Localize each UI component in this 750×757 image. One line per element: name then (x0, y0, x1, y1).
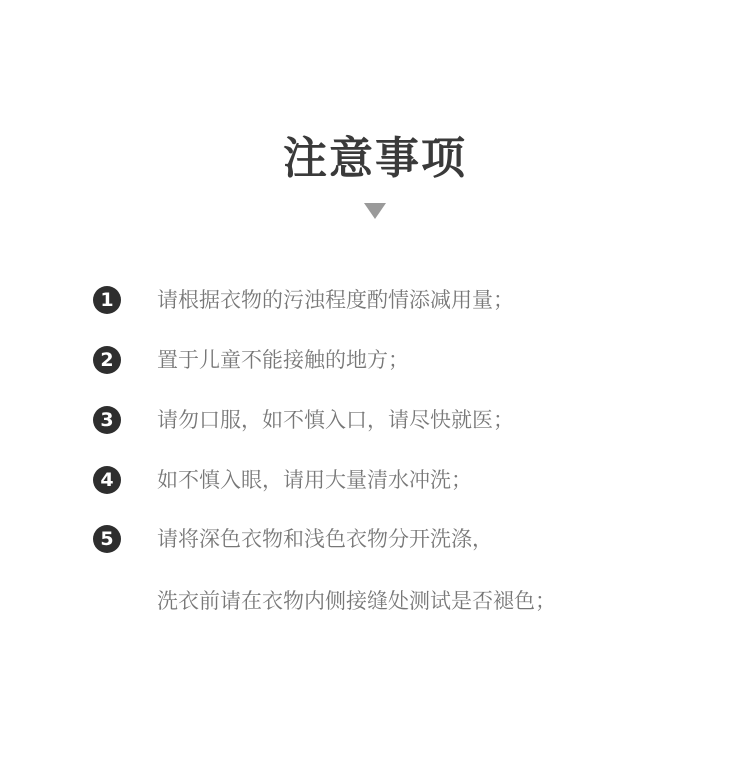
list-item-text: 请将深色衣物和浅色衣物分开洗涤， (157, 527, 493, 551)
page-title: 注意事项 (283, 133, 467, 184)
list-item-text: 如不慎入眼，请用大量清水冲洗； (157, 468, 472, 492)
number-badge: 3 (93, 406, 121, 434)
number-badge: 2 (93, 346, 121, 374)
number-badge: 4 (93, 466, 121, 494)
list-item (93, 345, 409, 375)
list-item (93, 524, 493, 554)
list-item-text: 置于儿童不能接触的地方； (157, 348, 409, 372)
list-item-text: 请勿口服，如不慎入口，请尽快就医； (157, 408, 514, 432)
list-item (93, 405, 514, 435)
down-triangle-icon (364, 203, 386, 219)
list-item-text: 洗衣前请在衣物内侧接缝处测试是否褪色； (157, 589, 556, 613)
list-item (93, 465, 472, 495)
list-item-text: 请根据衣物的污浊程度酌情添减用量； (157, 288, 514, 312)
list-item (93, 285, 514, 315)
number-badge: 1 (93, 286, 121, 314)
number-badge: 5 (93, 525, 121, 553)
